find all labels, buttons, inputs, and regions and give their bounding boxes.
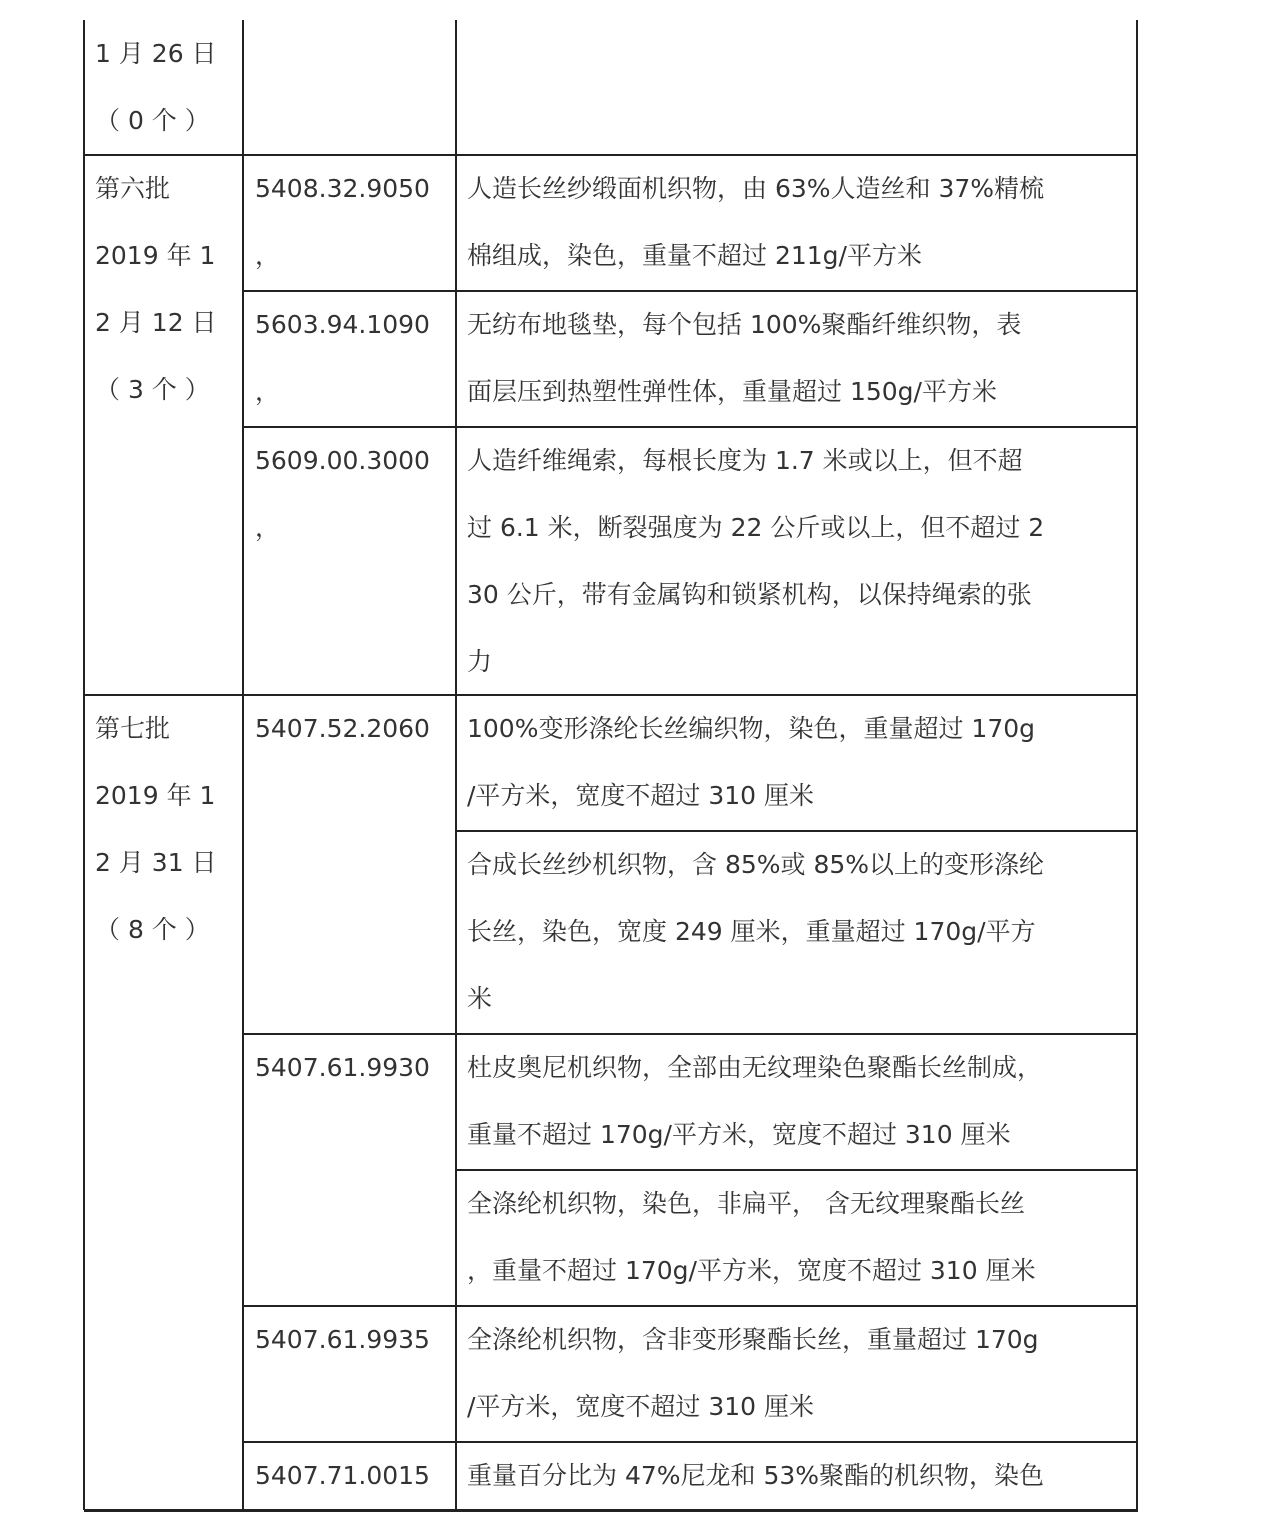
description-cell: [467, 291, 1021, 425]
row-divider: [456, 290, 1138, 292]
column-divider: [83, 20, 85, 1510]
batch-cell: [95, 695, 217, 963]
hs-code-cell: [255, 1034, 430, 1101]
row-divider: [456, 1441, 1138, 1443]
batch-cell: [95, 20, 217, 154]
hs-code-cell: [255, 1442, 430, 1509]
column-divider: [1136, 20, 1138, 1510]
column-divider: [242, 20, 244, 1510]
description-cell: [467, 1442, 1044, 1509]
cell-text-line: （ 8 个 ）: [95, 915, 210, 944]
cell-text-line: （ 0 个 ）: [95, 106, 210, 135]
row-divider: [456, 426, 1138, 428]
cell-text-line: 2019 年 1: [95, 781, 216, 810]
cell-text-line: 第六批: [95, 174, 171, 203]
cell-text-line: ，: [255, 241, 281, 270]
hs-code-cell: [255, 155, 430, 289]
hs-code-cell: [255, 427, 430, 561]
hs-code-cell: [255, 291, 430, 425]
cell-text-line: 第七批: [95, 714, 171, 743]
description-cell: [467, 695, 1035, 829]
cell-text-line: 全涤纶机织物，染色，非扁平， 含无纹理聚酯长丝: [467, 1189, 1025, 1218]
row-divider: [456, 830, 1138, 832]
cell-text-line: 合成长丝纱机织物，含 85%或 85%以上的变形涤纶: [467, 850, 1045, 879]
cell-text-line: 5408.32.9050: [255, 174, 430, 203]
cell-text-line: ，重量不超过 170g/平方米，宽度不超过 310 厘米: [467, 1256, 1036, 1285]
cell-text-line: 棉组成，染色，重量不超过 211g/平方米: [467, 241, 922, 270]
cell-text-line: ，: [255, 377, 281, 406]
cell-text-line: 重量不超过 170g/平方米，宽度不超过 310 厘米: [467, 1120, 1011, 1149]
cell-text-line: 2019 年 1: [95, 241, 216, 270]
cell-text-line: 2 月 31 日: [95, 848, 217, 877]
row-divider: [456, 1169, 1138, 1171]
cell-text-line: ，: [255, 513, 281, 542]
cell-text-line: 米: [467, 984, 493, 1013]
cell-text-line: 过 6.1 米，断裂强度为 22 公斤或以上，但不超过 2: [467, 513, 1045, 542]
cell-text-line: 杜皮奥尼机织物，全部由无纹理染色聚酯长丝制成，: [467, 1053, 1043, 1082]
cell-text-line: 5609.00.3000: [255, 446, 430, 475]
cell-text-line: /平方米，宽度不超过 310 厘米: [467, 781, 815, 810]
cell-text-line: 30 公斤，带有金属钩和锁紧机构，以保持绳索的张: [467, 580, 1032, 609]
cell-text-line: 力: [467, 647, 493, 676]
hs-code-cell: [255, 1306, 430, 1373]
cell-text-line: 人造长丝纱缎面机织物，由 63%人造丝和 37%精梳: [467, 174, 1045, 203]
cell-text-line: 100%变形涤纶长丝编织物，染色，重量超过 170g: [467, 714, 1036, 743]
cell-text-line: 无纺布地毯垫，每个包括 100%聚酯纤维织物，表: [467, 310, 1022, 339]
hs-code-cell: [255, 695, 430, 762]
row-divider: [456, 1509, 1138, 1511]
cell-text-line: 5407.61.9935: [255, 1325, 430, 1354]
cell-text-line: 长丝，染色，宽度 249 厘米，重量超过 170g/平方: [467, 917, 1036, 946]
cell-text-line: 5407.52.2060: [255, 714, 430, 743]
row-divider: [456, 1033, 1138, 1035]
description-cell: [467, 427, 1044, 695]
cell-text-line: （ 3 个 ）: [95, 375, 210, 404]
cell-text-line: 人造纤维绳索，每根长度为 1.7 米或以上，但不超: [467, 446, 1023, 475]
cell-text-line: 全涤纶机织物，含非变形聚酯长丝，重量超过 170g: [467, 1325, 1039, 1354]
row-divider: [456, 1305, 1138, 1307]
description-cell: [467, 831, 1044, 1032]
batch-cell: [95, 155, 217, 423]
description-cell: [467, 155, 1044, 289]
cell-text-line: /平方米，宽度不超过 310 厘米: [467, 1392, 815, 1421]
row-divider: [84, 154, 1138, 156]
cell-text-line: 2 月 12 日: [95, 308, 217, 337]
description-cell: [467, 1306, 1039, 1440]
description-cell: [467, 1170, 1036, 1304]
cell-text-line: 5407.71.0015: [255, 1461, 430, 1490]
cell-text-line: 重量百分比为 47%尼龙和 53%聚酯的机织物，染色: [467, 1461, 1045, 1490]
description-cell: [467, 1034, 1042, 1168]
column-divider: [455, 20, 457, 1510]
cell-text-line: 1 月 26 日: [95, 39, 217, 68]
cell-text-line: 5407.61.9930: [255, 1053, 430, 1082]
cell-text-line: 面层压到热塑性弹性体，重量超过 150g/平方米: [467, 377, 997, 406]
row-divider: [456, 694, 1138, 696]
cell-text-line: 5603.94.1090: [255, 310, 430, 339]
